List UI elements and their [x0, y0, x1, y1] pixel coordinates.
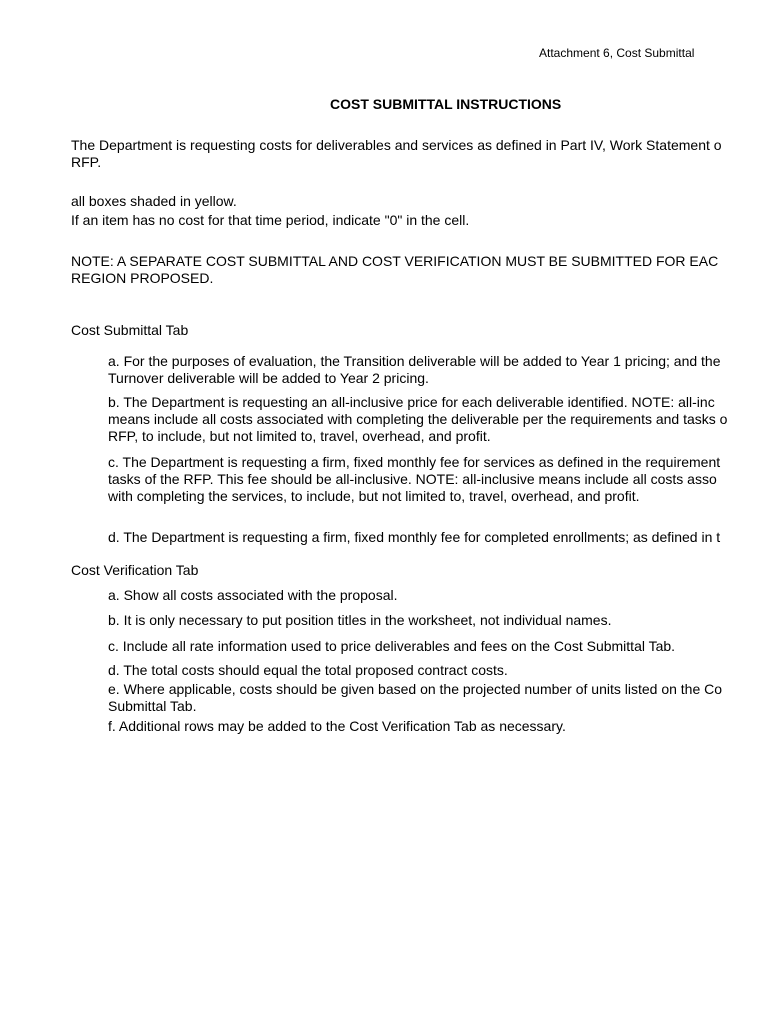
cost-submittal-heading: Cost Submittal Tab: [71, 322, 189, 338]
page-title: COST SUBMITTAL INSTRUCTIONS: [330, 96, 562, 112]
list-item-line: c. Include all rate information used to price deliverables and fees on the Cost Submittal Tab.: [108, 638, 676, 654]
list-item-line: means include all costs associated with completing the deliverable per the requirements and tasks o: [108, 411, 728, 427]
list-item-line: d. The Department is requesting a firm, fixed monthly fee for completed enrollments; as defined in t: [108, 529, 721, 545]
list-item-line: f. Additional rows may be added to the Cost Verification Tab as necessary.: [108, 718, 566, 734]
list-item-line: b. It is only necessary to put position titles in the worksheet, not individual names.: [108, 612, 612, 628]
list-item-line: RFP, to include, but not limited to, travel, overhead, and profit.: [108, 428, 491, 444]
cost-verification-heading: Cost Verification Tab: [71, 562, 199, 578]
list-item-line: Turnover deliverable will be added to Year 2 pricing.: [108, 370, 429, 386]
list-item-line: d. The total costs should equal the total proposed contract costs.: [108, 662, 508, 678]
attachment-label: Attachment 6, Cost Submittal: [539, 46, 695, 60]
list-item-line: with completing the services, to include, but not limited to, travel, overhead, and profit.: [108, 488, 640, 504]
note-line-1: NOTE: A SEPARATE COST SUBMITTAL AND COST VERIFICATION MUST BE SUBMITTED FOR EAC: [71, 253, 719, 269]
list-item-line: c. The Department is requesting a firm, fixed monthly fee for services as defined in the requirement: [108, 454, 721, 470]
list-item-line: a. Show all costs associated with the proposal.: [108, 587, 398, 603]
list-item-line: e. Where applicable, costs should be given based on the projected number of units listed on the Co: [108, 681, 723, 697]
intro-line-2: RFP.: [71, 154, 102, 170]
intro-line-1: The Department is requesting costs for deliverables and services as defined in Part IV, Work Statement o: [71, 137, 722, 153]
list-item-line: Submittal Tab.: [108, 698, 197, 714]
list-item-line: b. The Department is requesting an all-inclusive price for each deliverable identified. NOTE: all-inc: [108, 394, 715, 410]
note-line-2: REGION PROPOSED.: [71, 270, 214, 286]
list-item-line: tasks of the RFP. This fee should be all-inclusive. NOTE: all-inclusive means include all costs asso: [108, 471, 717, 487]
instruction-line-2: If an item has no cost for that time period, indicate "0" in the cell.: [71, 212, 470, 228]
list-item-line: a. For the purposes of evaluation, the Transition deliverable will be added to Year 1 pricing; and the: [108, 353, 721, 369]
instruction-line-1: all boxes shaded in yellow.: [71, 193, 237, 209]
